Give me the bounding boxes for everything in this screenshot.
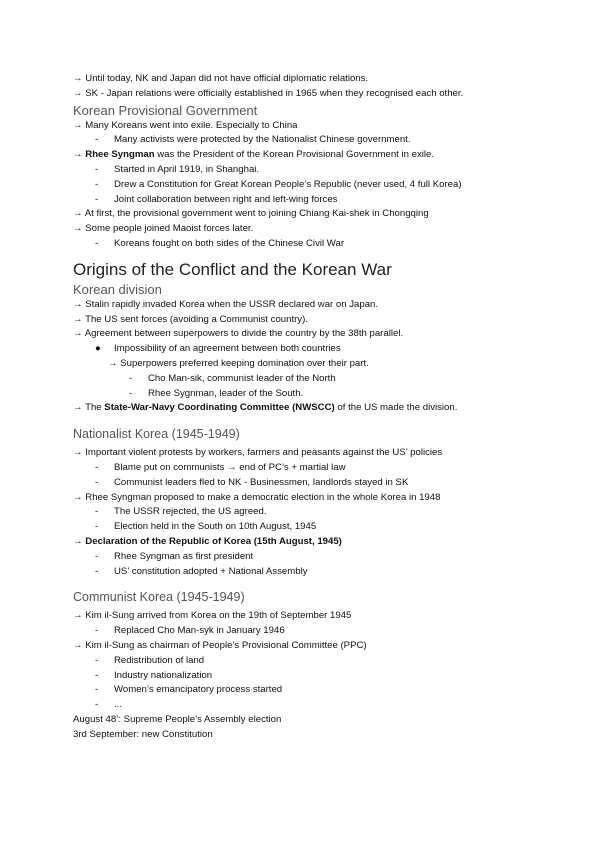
communist-sub-item: - Women’s emancipatory process started: [73, 683, 543, 698]
dash-bullet: -: [129, 387, 133, 399]
section-heading-kpg: Korean Provisional Government: [73, 102, 258, 118]
division-sub-line: → Superpowers preferred keeping domination over their part.: [108, 357, 369, 369]
division-line: → Stalin rapidly invaded Korea when the USSR declared war on Japan.: [73, 298, 379, 310]
nationalist-sub-item: - US’ constitution adopted + National Assembly: [73, 565, 543, 580]
nationalist-line: → Important violent protests by workers, farmers and peasants against the US’ policies: [73, 447, 443, 459]
nationalist-sub-item: - Election held in the South on 10th August, 1945: [73, 520, 543, 535]
kpg-sub-item: - Drew a Constitution for Great Korean People’s Republic (never used, 4 full Korea): [73, 178, 543, 193]
kpg-sub-item: - Many activists were protected by the Nationalist Chinese government.: [73, 133, 543, 148]
division-line: → Agreement between superpowers to divide the country by the 38th parallel.: [73, 328, 404, 340]
dash-bullet: -: [95, 684, 99, 696]
kpg-line: → Rhee Syngman was the President of the Korean Provisional Government in exile.: [73, 149, 435, 161]
kpg-line: → At first, the provisional government went to joining Chiang Kai-shek in Chongqing: [73, 208, 429, 220]
document-page: [73, 72, 543, 742]
dash-bullet: -: [95, 550, 99, 562]
dash-bullet: -: [95, 625, 99, 637]
communist-sub-item: - Redistribution of land: [73, 654, 543, 669]
nationalist-sub-item: - The USSR rejected, the US agreed.: [73, 505, 543, 520]
division-line: → The US sent forces (avoiding a Communist country).: [73, 313, 308, 325]
dash-bullet: -: [129, 372, 133, 384]
communist-sub-item: - ...: [73, 698, 543, 713]
kpg-line: → Many Koreans went into exile. Especially to China: [73, 119, 298, 131]
dash-bullet: -: [95, 237, 99, 249]
nationalist-sub-item: - Rhee Syngman as first president: [73, 550, 543, 565]
communist-line: → Kim il-Sung as chairman of People’s Provisional Committee (PPC): [73, 639, 367, 651]
page-title: Origins of the Conflict and the Korean War: [73, 259, 392, 279]
communist-line: August 48’: Supreme People’s Assembly election: [73, 713, 282, 725]
dash-bullet: -: [95, 565, 99, 577]
section-heading-nationalist: Nationalist Korea (1945-1949): [73, 427, 240, 442]
dash-bullet: -: [95, 193, 99, 205]
section-heading-communist: Communist Korea (1945-1949): [73, 590, 245, 605]
communist-line: 3rd September: new Constitution: [73, 728, 213, 740]
dash-bullet: -: [95, 178, 99, 190]
dash-bullet: -: [95, 699, 99, 711]
nationalist-sub-item: - Communist leaders fled to NK - Businessmen, landlords stayed in SK: [73, 476, 543, 491]
communist-line: → Kim il-Sung arrived from Korea on the 19th of September 1945: [73, 610, 352, 622]
dash-bullet: -: [95, 134, 99, 146]
dash-bullet: -: [95, 476, 99, 488]
dash-bullet: -: [95, 669, 99, 681]
division-sub-item: - Rhee Sygnman, leader of the South.: [73, 387, 543, 402]
bullet-dot: ●: [95, 343, 101, 355]
communist-sub-item: - Replaced Cho Man-syk in January 1946: [73, 624, 543, 639]
nationalist-line: → Rhee Syngman proposed to make a democratic election in the whole Korea in 1948: [73, 491, 441, 503]
communist-sub-item: - Industry nationalization: [73, 669, 543, 684]
kpg-sub-item: - Joint collaboration between right and left-wing forces: [73, 193, 543, 208]
division-line: → The State-War-Navy Coordinating Committee (NWSCC) of the US made the division.: [73, 402, 458, 414]
section-heading-division: Korean division: [73, 281, 162, 297]
dash-bullet: -: [95, 461, 99, 473]
division-sub-item: - Cho Man-sik, communist leader of the North: [73, 372, 543, 387]
dash-bullet: -: [95, 521, 99, 533]
dash-bullet: -: [95, 163, 99, 175]
nationalist-sub-item: - Blame put on communists → end of PC’s + martial law: [73, 461, 543, 476]
kpg-line: → Some people joined Maoist forces later.: [73, 223, 254, 235]
intro-line-1: → Until today, NK and Japan did not have official diplomatic relations.: [73, 73, 369, 84]
dash-bullet: -: [95, 506, 99, 518]
nationalist-line: → Declaration of the Republic of Korea (15th August, 1945): [73, 535, 342, 547]
division-bullet-item: ● Impossibility of an agreement between both countries: [73, 342, 543, 357]
dash-bullet: -: [95, 654, 99, 666]
kpg-sub-item: - Koreans fought on both sides of the Chinese Civil War: [73, 237, 543, 252]
kpg-sub-item: - Started in April 1919, in Shanghai.: [73, 163, 543, 178]
intro-line-2: → SK - Japan relations were officially established in 1965 when they recognised each other.: [73, 87, 464, 99]
